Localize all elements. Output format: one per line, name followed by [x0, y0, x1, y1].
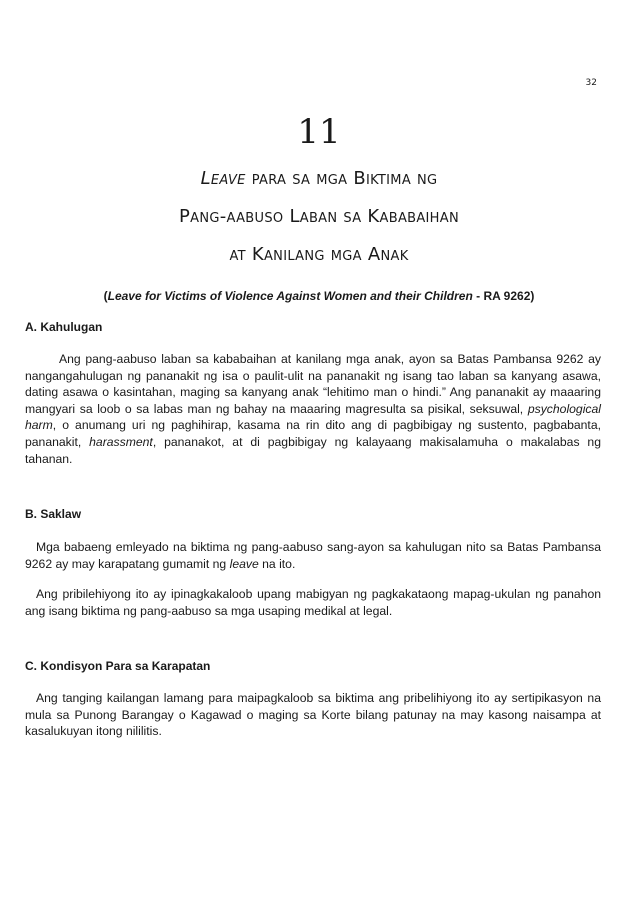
page-number: 32	[585, 78, 597, 88]
section-a-text-1: Ang pang-aabuso laban sa kababaihan at kanilang mga anak, ayon sa Batas Pambansa 9262 ay nangangahulugan ng pananakit ng isa o paulit-ulit na pananakit ng isang tao laban sa kanyang asawa, dating asawa o kasintahan, maging sa kanyang anak “lehitimo man o hindi.” Ang pananakit ay maaaring mangyari sa loob o sa labas man ng bahay na maaaring magresulta sa pisikal, seksuwal,	[25, 352, 601, 416]
subtitle-ra-number: - RA 9262)	[472, 289, 535, 303]
subtitle-italic: Leave for Victims of Violence Against Women and their Children	[107, 289, 473, 303]
section-a-heading: A. Kahulugan	[25, 320, 103, 334]
section-a-paragraph	[25, 351, 601, 467]
chapter-title-line-1-rest: para sa mga Biktima ng	[245, 168, 438, 189]
section-b-text-1: Mga babaeng emleyado na biktima ng pang-aabuso sang-ayon sa kahulugan nito sa Batas Pambansa 9262 ay may karapatang gumamit ng	[25, 540, 601, 571]
chapter-subtitle	[0, 289, 638, 303]
section-b-paragraph-2: Ang pribilehiyong ito ay ipinagkakaloob upang mabigyan ng pagkakataong mapag-ukulan ng panahon ang isang biktima ng pang-aabuso sa mga usaping medikal at legal.	[25, 587, 601, 618]
section-c-paragraph: Ang tanging kailangan lamang para maipagkaloob sa biktima ang pribelihiyong ito ay sertipikasyon na mula sa Punong Barangay o Kagawad o maging sa Korte bilang patunay na may kasong naisampa at kasalukuyan itong nililitis.	[25, 691, 601, 739]
section-a-italic-2: harassment	[89, 434, 153, 449]
section-a-text-2: , o anumang uri ng paghihirap, kasama na rin dito ang di pagbibigay ng sustento, pagbabanta, pananakit,	[25, 418, 601, 449]
chapter-number: 11	[297, 112, 341, 152]
section-b-heading: B. Saklaw	[25, 507, 82, 521]
section-c-heading: C. Kondisyon Para sa Karapatan	[25, 659, 211, 673]
section-b-italic: leave	[229, 556, 259, 571]
chapter-title-line-1	[0, 168, 638, 189]
subtitle-open-paren: (	[103, 289, 108, 303]
chapter-title-line-3: at Kanilang mga Anak	[229, 244, 409, 265]
section-b-text-2: na ito.	[258, 556, 296, 571]
section-a-text-3: , pananakot, at di pagbibigay ng kalayaang makisalamuha o makalabas ng tahanan.	[25, 434, 601, 466]
chapter-title-italic-word: Leave	[200, 168, 246, 189]
section-b-paragraph-1	[25, 539, 601, 572]
section-a-italic-1: psychological harm	[25, 401, 601, 433]
chapter-title-line-2: Pang-aabuso Laban sa Kababaihan	[179, 206, 459, 227]
